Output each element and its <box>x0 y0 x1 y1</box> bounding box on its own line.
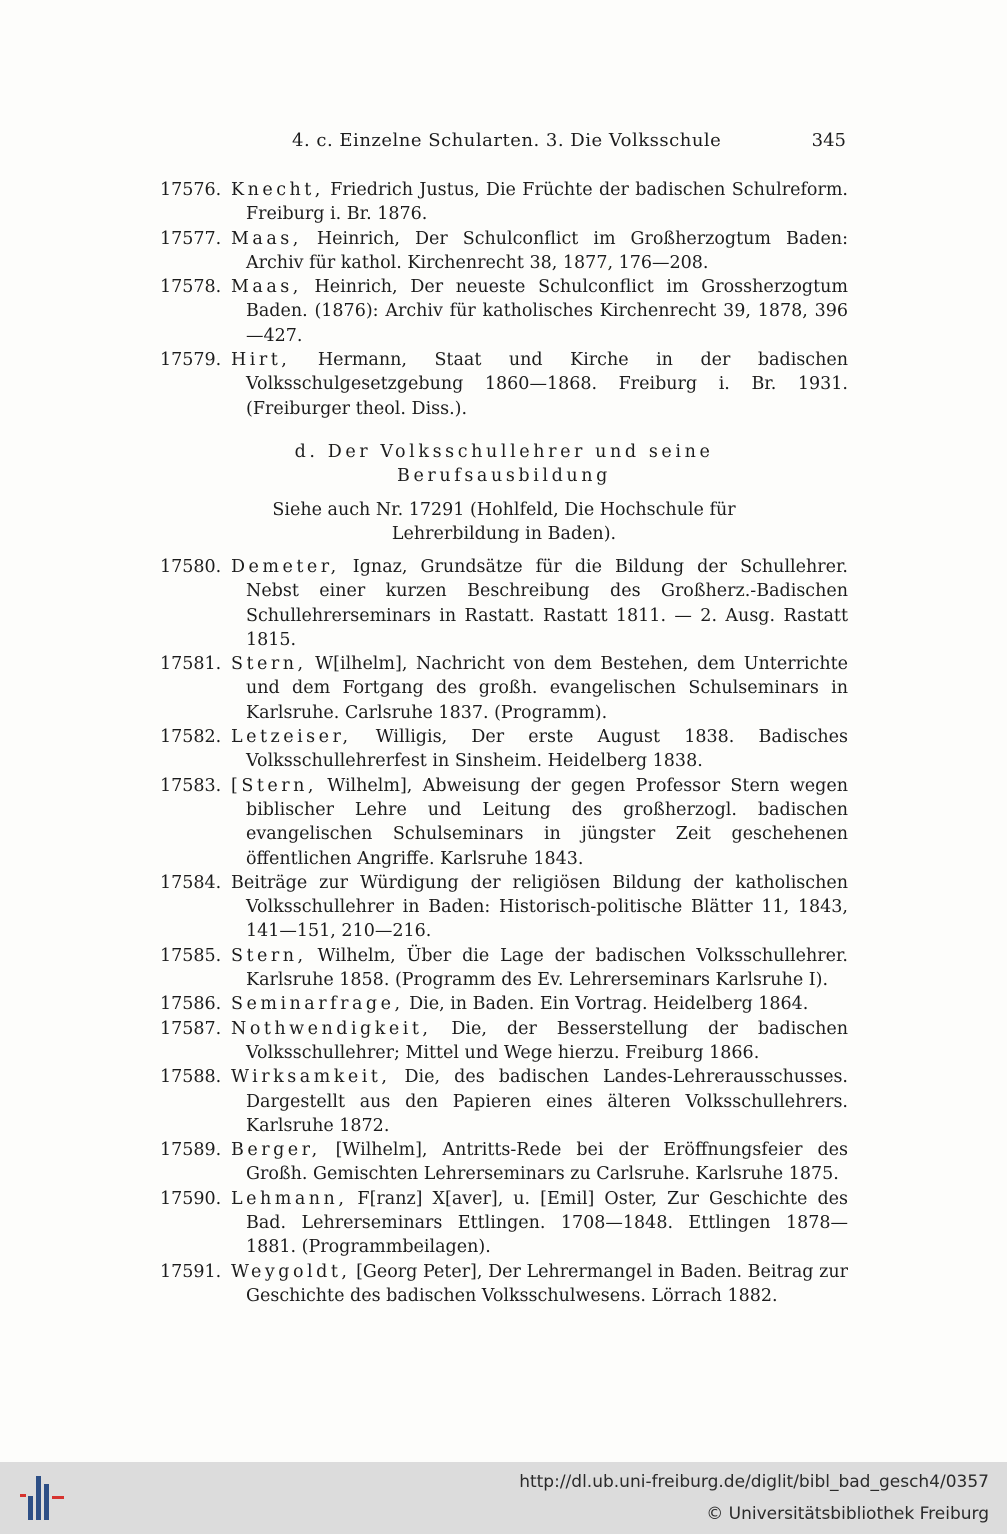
entry-author: Knecht, <box>231 180 324 200</box>
copyright-notice: © Universitätsbibliothek Freiburg <box>706 1504 989 1524</box>
entry-body <box>231 944 848 993</box>
entry-author: Lehmann, <box>231 1188 348 1209</box>
entry-body <box>231 178 848 227</box>
page-number: 345 <box>811 130 846 151</box>
section-d <box>160 440 848 546</box>
bibliography-entry <box>160 275 848 348</box>
bibliography-entry <box>160 944 848 993</box>
bibliography-entry <box>160 1065 848 1138</box>
section-cross-reference: Siehe auch Nr. 17291 (Hohlfeld, Die Hochschule für Lehrerbildung in Baden). <box>272 500 736 544</box>
entry-number: 17588. <box>160 1067 222 1088</box>
entry-body <box>231 275 848 348</box>
entry-author: Weygoldt, <box>231 1261 351 1282</box>
entry-number: 17580. <box>160 557 222 577</box>
entry-number: 17586. <box>160 994 222 1015</box>
entry-author: Nothwendigkeit, <box>231 1018 432 1039</box>
entry-author: Stern, <box>231 945 307 966</box>
entry-number: 17576. <box>160 180 222 200</box>
entry-body <box>231 871 848 944</box>
bibliography-list-part-2 <box>160 555 848 1308</box>
entry-body <box>231 652 848 725</box>
entry-body <box>231 227 848 276</box>
entry-body <box>231 555 848 652</box>
entry-number: 17583. <box>160 775 222 796</box>
entry-number: 17591. <box>160 1261 222 1282</box>
entry-number: 17587. <box>160 1018 222 1039</box>
entry-citation: Die, der Besserstellung der badischen Volksschullehrer; Mittel und Wege hierzu. Freiburg 1866. <box>246 1018 848 1063</box>
entry-citation: Willigis, Der erste August 1838. Badisches Volksschullehrerfest in Sinsheim. Heidelberg 1838. <box>246 727 848 772</box>
entry-author: Letzeiser, <box>231 727 352 748</box>
bibliography-entry <box>160 1260 848 1309</box>
entry-citation: Heinrich, Der neueste Schulconflict im Grossherzogtum Baden. (1876): Archiv für katholisches Kirchenrecht 39, 1878, 396—427. <box>246 277 848 346</box>
entry-number: 17581. <box>160 654 222 675</box>
entry-body <box>231 1065 848 1138</box>
section-heading: d. Der Volksschullehrer und seine Berufsausbildung <box>294 442 714 486</box>
entry-body <box>231 1260 848 1309</box>
bibliography-entry <box>160 555 848 652</box>
entry-body <box>231 1187 848 1260</box>
entry-author: Seminarfrage, <box>231 994 404 1015</box>
page-url-link[interactable]: http://dl.ub.uni-freiburg.de/diglit/bibl_bad_gesch4/0357 <box>519 1472 989 1492</box>
entry-citation: Wilhelm], Abweisung der gegen Professor Stern wegen biblischer Lehre und Leitung des großherzogl. badischen evangelischen Schulseminars in jüngster Zeit geschehenen öffentlichen Angriffe. Karlsruhe 1843. <box>246 775 848 869</box>
entry-number: 17582. <box>160 727 222 748</box>
entry-body <box>231 348 848 421</box>
bibliography-entry <box>160 178 848 227</box>
entry-citation: W[ilhelm], Nachricht von dem Bestehen, dem Unterrichte und dem Fortgang des großh. evangelischen Schulseminars in Karlsruhe. Carlsruhe 1837. (Programm). <box>246 654 848 723</box>
entry-citation: Wilhelm, Über die Lage der badischen Volksschullehrer. Karlsruhe 1858. (Programm des Ev. Lehrerseminars Karlsruhe I). <box>246 945 848 991</box>
entry-citation: Beiträge zur Würdigung der religiösen Bildung der katholischen Volksschullehrer in Baden: Historisch-politische Blätter 11, 1843, 141—151, 210—216. <box>231 872 848 942</box>
bibliography-entry <box>160 992 848 1016</box>
entry-body <box>231 725 848 774</box>
entry-author: Stern, <box>231 654 307 675</box>
entry-author: Wirksamkeit, <box>231 1067 391 1088</box>
bibliography-list-part-1 <box>160 178 848 421</box>
bibliography-entry <box>160 871 848 944</box>
bibliography-entry <box>160 1138 848 1187</box>
entry-citation: Hermann, Staat und Kirche in der badischen Volksschulgesetzgebung 1860—1868. Freiburg i. Br. 1931. (Freiburger theol. Diss.). <box>246 350 848 419</box>
entry-number: 17589. <box>160 1140 222 1161</box>
entry-number: 17584. <box>160 872 222 893</box>
entry-author: Berger, <box>231 1140 321 1161</box>
bibliography-entry <box>160 1017 848 1066</box>
entry-number: 17579. <box>160 350 222 371</box>
bibliography-entry <box>160 774 848 871</box>
entry-author: Maas, <box>231 228 302 249</box>
running-head <box>160 130 848 156</box>
running-head-title: 4. c. Einzelne Schularten. 3. Die Volksschule <box>292 130 722 151</box>
entry-author: [Stern, <box>231 775 317 796</box>
entry-citation: Ignaz, Grundsätze für die Bildung der Schullehrer. Nebst einer kurzen Beschreibung des Großherz.-Badischen Schullehrerseminars in Rastatt. Rastatt 1811. — 2. Ausg. Rastatt 1815. <box>246 557 848 650</box>
entry-body <box>231 1017 848 1066</box>
entry-citation: F[ranz] X[aver], u. [Emil] Oster, Zur Geschichte des Bad. Lehrerseminars Ettlingen. 1708—1848. Ettlingen 1878—1881. (Programmbeilagen). <box>246 1188 848 1258</box>
entry-number: 17578. <box>160 277 222 298</box>
entry-citation: Die, des badischen Landes-Lehrerausschusses. Dargestellt aus den Papieren eines älteren Volksschullehrers. Karlsruhe 1872. <box>246 1067 848 1136</box>
entry-author: Demeter, <box>231 557 340 577</box>
entry-citation: Die, in Baden. Ein Vortrag. Heidelberg 1864. <box>403 994 809 1015</box>
bibliography-entry <box>160 652 848 725</box>
entry-body <box>231 992 848 1016</box>
entry-body <box>231 1138 848 1187</box>
entry-citation: [Georg Peter], Der Lehrermangel in Baden. Beitrag zur Geschichte des badischen Volksschulwesens. Lörrach 1882. <box>246 1261 848 1306</box>
entry-number: 17577. <box>160 228 222 249</box>
entry-author: Hirt, <box>231 350 291 371</box>
entry-number: 17590. <box>160 1188 222 1209</box>
bibliography-entry <box>160 348 848 421</box>
bibliography-entry <box>160 725 848 774</box>
entry-citation: [Wilhelm], Antritts-Rede bei der Eröffnungsfeier des Großh. Gemischten Lehrerseminars zu Carlsruhe. Karlsruhe 1875. <box>246 1140 848 1185</box>
entry-citation: Friedrich Justus, Die Früchte der badischen Schulreform. Freiburg i. Br. 1876. <box>246 180 848 225</box>
entry-citation: Heinrich, Der Schulconflict im Großherzogtum Baden: Archiv für kathol. Kirchenrecht 38, 1877, 176—208. <box>246 228 848 273</box>
bibliography-entry <box>160 227 848 276</box>
library-logo-icon <box>20 1474 66 1522</box>
viewer-footer <box>0 1462 1007 1534</box>
entry-author: Maas, <box>231 277 302 298</box>
entry-body <box>231 774 848 871</box>
bibliography-entry <box>160 1187 848 1260</box>
entry-number: 17585. <box>160 945 222 966</box>
